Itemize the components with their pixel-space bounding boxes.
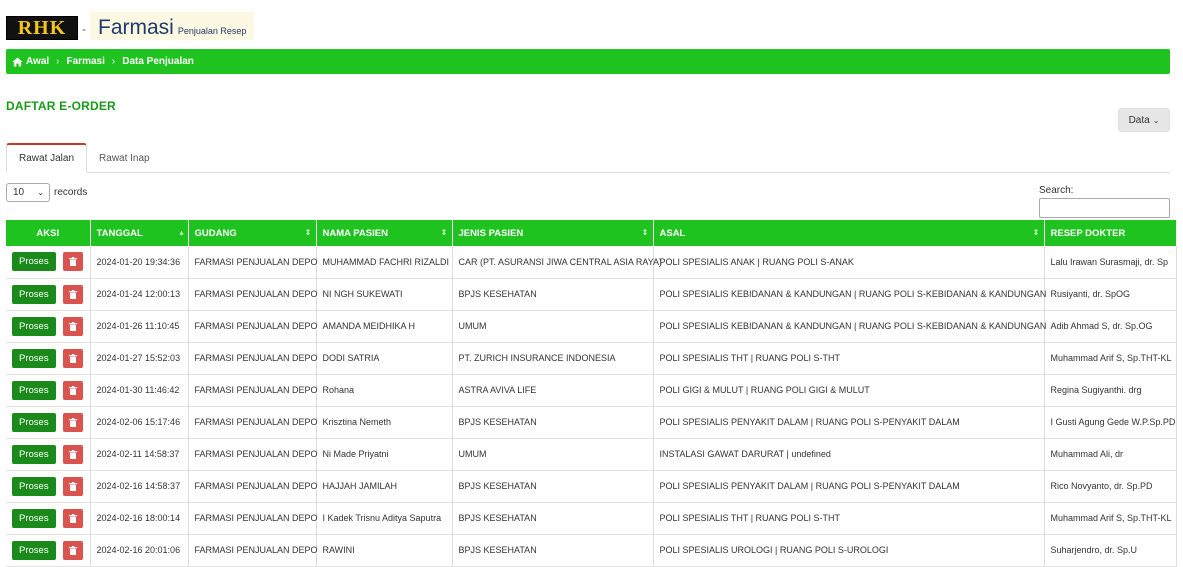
cell-asal: POLI SPESIALIS THT | RUANG POLI S-THT (653, 502, 1044, 534)
tab-bar (6, 143, 1170, 173)
cell-gudang: FARMASI PENJUALAN DEPO (188, 438, 316, 470)
search-control (1039, 185, 1170, 218)
cell-tanggal: 2024-02-06 15:17:46 (90, 406, 188, 438)
table-row (6, 438, 1176, 470)
cell-nama-pasien: RAWINI (316, 534, 452, 566)
logo-separator: - (82, 22, 86, 36)
column-header-tanggal[interactable]: TANGGAL ▴ (90, 220, 188, 246)
delete-button[interactable] (63, 317, 83, 336)
cell-nama-pasien: Krisztina Nemeth (316, 406, 452, 438)
delete-button[interactable] (63, 509, 83, 528)
cell-asal: POLI SPESIALIS UROLOGI | RUANG POLI S-UROLOGI (653, 534, 1044, 566)
cell-jenis-pasien: BPJS KESEHATAN (452, 470, 653, 502)
cell-nama-pasien: MUHAMMAD FACHRI RIZALDI (316, 246, 452, 278)
delete-button[interactable] (63, 252, 83, 271)
breadcrumb-home[interactable] (12, 56, 49, 67)
proses-button[interactable]: Proses (12, 381, 56, 400)
table-row (6, 470, 1176, 502)
trash-icon (69, 290, 77, 299)
proses-button[interactable]: Proses (12, 413, 56, 432)
table-row (6, 534, 1176, 566)
cell-jenis-pasien: BPJS KESEHATAN (452, 406, 653, 438)
cell-tanggal: 2024-01-30 11:46:42 (90, 374, 188, 406)
cell-nama-pasien: DODI SATRIA (316, 342, 452, 374)
column-header-jenis-pasien[interactable]: JENIS PASIEN ⇕ (452, 220, 653, 246)
sort-icon: ⇕ (304, 228, 312, 237)
cell-gudang: FARMASI PENJUALAN DEPO (188, 310, 316, 342)
cell-tanggal: 2024-01-20 19:34:36 (90, 246, 188, 278)
eorder-table (6, 220, 1177, 567)
cell-jenis-pasien: PT. ZURICH INSURANCE INDONESIA (452, 342, 653, 374)
table-row (6, 502, 1176, 534)
cell-gudang: FARMASI PENJUALAN DEPO (188, 278, 316, 310)
home-icon (12, 57, 23, 67)
proses-button[interactable]: Proses (12, 349, 56, 368)
cell-resep-dokter: Muhammad Arif S, Sp.THT-KL (1044, 342, 1176, 374)
cell-nama-pasien: Ni Made Priyatni (316, 438, 452, 470)
cell-asal: POLI SPESIALIS KEBIDANAN & KANDUNGAN | RUANG POLI S-KEBIDANAN & KANDUNGAN (653, 310, 1044, 342)
records-per-page-select[interactable] (6, 183, 50, 202)
cell-resep-dokter: Rusiyanti, dr. SpOG (1044, 278, 1176, 310)
table-row (6, 246, 1176, 278)
sort-asc-icon: ▴ (179, 228, 184, 237)
app-header (6, 12, 254, 40)
proses-button[interactable]: Proses (12, 477, 56, 496)
cell-gudang: FARMASI PENJUALAN DEPO (188, 470, 316, 502)
column-header-resep-dokter[interactable]: RESEP DOKTER (1044, 220, 1176, 246)
tab-rawat-jalan[interactable]: Rawat Jalan (6, 143, 87, 173)
cell-jenis-pasien: ASTRA AVIVA LIFE (452, 374, 653, 406)
proses-button[interactable]: Proses (12, 317, 56, 336)
search-input[interactable] (1039, 198, 1170, 218)
cell-asal: POLI SPESIALIS ANAK | RUANG POLI S-ANAK (653, 246, 1044, 278)
row-actions-cell (6, 246, 90, 278)
cell-gudang: FARMASI PENJUALAN DEPO (188, 502, 316, 534)
tab-rawat-inap[interactable]: Rawat Inap (99, 152, 150, 164)
logo-text: RHK (17, 16, 67, 39)
delete-button[interactable] (63, 285, 83, 304)
cell-jenis-pasien: BPJS KESEHATAN (452, 534, 653, 566)
cell-asal: INSTALASI GAWAT DARURAT | undefined (653, 438, 1044, 470)
records-per-page-value: 10 (13, 187, 25, 198)
row-actions-cell (6, 534, 90, 566)
cell-tanggal: 2024-02-16 20:01:06 (90, 534, 188, 566)
hospital-logo[interactable] (6, 16, 78, 40)
cell-resep-dokter: Rico Novyanto, dr. Sp.PD (1044, 470, 1176, 502)
row-actions-cell (6, 374, 90, 406)
row-actions-cell (6, 502, 90, 534)
app-subtitle: Penjualan Resep (177, 26, 247, 36)
cell-gudang: FARMASI PENJUALAN DEPO (188, 534, 316, 566)
delete-button[interactable] (63, 413, 83, 432)
delete-button[interactable] (63, 477, 83, 496)
sort-icon: ⇕ (641, 228, 649, 237)
trash-icon (69, 482, 77, 491)
cell-asal: POLI GIGI & MULUT | RUANG POLI GIGI & MULUT (653, 374, 1044, 406)
table-row (6, 342, 1176, 374)
page-title: DAFTAR E-ORDER (6, 99, 116, 113)
proses-button[interactable]: Proses (12, 285, 56, 304)
cell-nama-pasien: HAJJAH JAMILAH (316, 470, 452, 502)
table-row (6, 374, 1176, 406)
column-header-asal[interactable]: ASAL ⇕ (653, 220, 1044, 246)
table-row (6, 278, 1176, 310)
data-button-label: Data (1128, 114, 1150, 126)
trash-icon (69, 514, 77, 523)
table-body (6, 246, 1176, 566)
cell-resep-dokter: Muhammad Arif S, Sp.THT-KL (1044, 502, 1176, 534)
cell-gudang: FARMASI PENJUALAN DEPO (188, 246, 316, 278)
trash-icon (69, 257, 77, 266)
proses-button[interactable]: Proses (12, 252, 56, 271)
row-actions-cell (6, 406, 90, 438)
cell-resep-dokter: Lalu Irawan Surasmaji, dr. Sp (1044, 246, 1176, 278)
trash-icon (69, 418, 77, 427)
records-label: records (54, 187, 88, 198)
breadcrumb (6, 49, 1170, 74)
trash-icon (69, 322, 77, 331)
cell-tanggal: 2024-02-16 14:58:37 (90, 470, 188, 502)
cell-jenis-pasien: BPJS KESEHATAN (452, 502, 653, 534)
cell-asal: POLI SPESIALIS KEBIDANAN & KANDUNGAN | RUANG POLI S-KEBIDANAN & KANDUNGAN (653, 278, 1044, 310)
column-header-aksi: AKSI (6, 220, 90, 246)
delete-button[interactable] (63, 541, 83, 560)
records-length-control (6, 183, 87, 202)
chevron-right-icon: › (111, 56, 116, 67)
cell-gudang: FARMASI PENJUALAN DEPO (188, 406, 316, 438)
app-title-area (90, 12, 254, 40)
cell-nama-pasien: Rohana (316, 374, 452, 406)
cell-resep-dokter: Adib Ahmad S, dr. Sp.OG (1044, 310, 1176, 342)
row-actions-cell (6, 470, 90, 502)
data-dropdown-button[interactable] (1118, 108, 1170, 132)
cell-jenis-pasien: BPJS KESEHATAN (452, 278, 653, 310)
breadcrumb-data-penjualan: Data Penjualan (122, 56, 194, 67)
table-row (6, 310, 1176, 342)
cell-resep-dokter: Regina Sugiyanthi. drg (1044, 374, 1176, 406)
cell-jenis-pasien: UMUM (452, 310, 653, 342)
row-actions-cell (6, 438, 90, 470)
cell-tanggal: 2024-01-27 15:52:03 (90, 342, 188, 374)
sort-icon: ⇕ (1032, 228, 1040, 237)
cell-tanggal: 2024-01-24 12:00:13 (90, 278, 188, 310)
breadcrumb-home-label: Awal (26, 56, 50, 67)
search-label: Search: (1039, 185, 1074, 196)
row-actions-cell (6, 342, 90, 374)
cell-tanggal: 2024-01-26 11:10:45 (90, 310, 188, 342)
table-row (6, 406, 1176, 438)
chevron-right-icon: › (56, 56, 60, 67)
proses-button[interactable]: Proses (12, 541, 56, 560)
delete-button[interactable] (63, 381, 83, 400)
cell-jenis-pasien: CAR (PT. ASURANSI JIWA CENTRAL ASIA RAYA) (452, 246, 653, 278)
delete-button[interactable] (63, 445, 83, 464)
cell-gudang: FARMASI PENJUALAN DEPO (188, 374, 316, 406)
row-actions-cell (6, 310, 90, 342)
cell-nama-pasien: I Kadek Trisnu Aditya Saputra (316, 502, 452, 534)
cell-jenis-pasien: UMUM (452, 438, 653, 470)
eorder-table-container (6, 220, 1176, 556)
chevron-down-icon: ⌄ (37, 188, 44, 197)
cell-resep-dokter: Muhammad Ali, dr (1044, 438, 1176, 470)
trash-icon (69, 354, 77, 363)
cell-resep-dokter: Suharjendro, dr. Sp.U (1044, 534, 1176, 566)
cell-asal: POLI SPESIALIS PENYAKIT DALAM | RUANG POLI S-PENYAKIT DALAM (653, 470, 1044, 502)
trash-icon (69, 386, 77, 395)
cell-gudang: FARMASI PENJUALAN DEPO (188, 342, 316, 374)
cell-nama-pasien: AMANDA MEIDHIKA H (316, 310, 452, 342)
sort-icon: ⇕ (440, 228, 448, 237)
row-actions-cell (6, 278, 90, 310)
column-header-nama-pasien[interactable]: NAMA PASIEN ⇕ (316, 220, 452, 246)
delete-button[interactable] (63, 349, 83, 368)
trash-icon (69, 450, 77, 459)
cell-resep-dokter: I Gusti Agung Gede W.P.Sp.PD (1044, 406, 1176, 438)
app-title: Farmasi (98, 16, 174, 39)
cell-tanggal: 2024-02-16 18:00:14 (90, 502, 188, 534)
cell-asal: POLI SPESIALIS PENYAKIT DALAM | RUANG POLI S-PENYAKIT DALAM (653, 406, 1044, 438)
chevron-down-icon: ⌄ (1152, 115, 1160, 125)
proses-button[interactable]: Proses (12, 445, 56, 464)
cell-nama-pasien: NI NGH SUKEWATI (316, 278, 452, 310)
cell-asal: POLI SPESIALIS THT | RUANG POLI S-THT (653, 342, 1044, 374)
table-header-row (6, 220, 1176, 246)
column-header-gudang[interactable]: GUDANG ⇕ (188, 220, 316, 246)
cell-tanggal: 2024-02-11 14:58:37 (90, 438, 188, 470)
proses-button[interactable]: Proses (12, 509, 56, 528)
trash-icon (69, 546, 77, 555)
breadcrumb-farmasi[interactable]: Farmasi (66, 56, 105, 67)
